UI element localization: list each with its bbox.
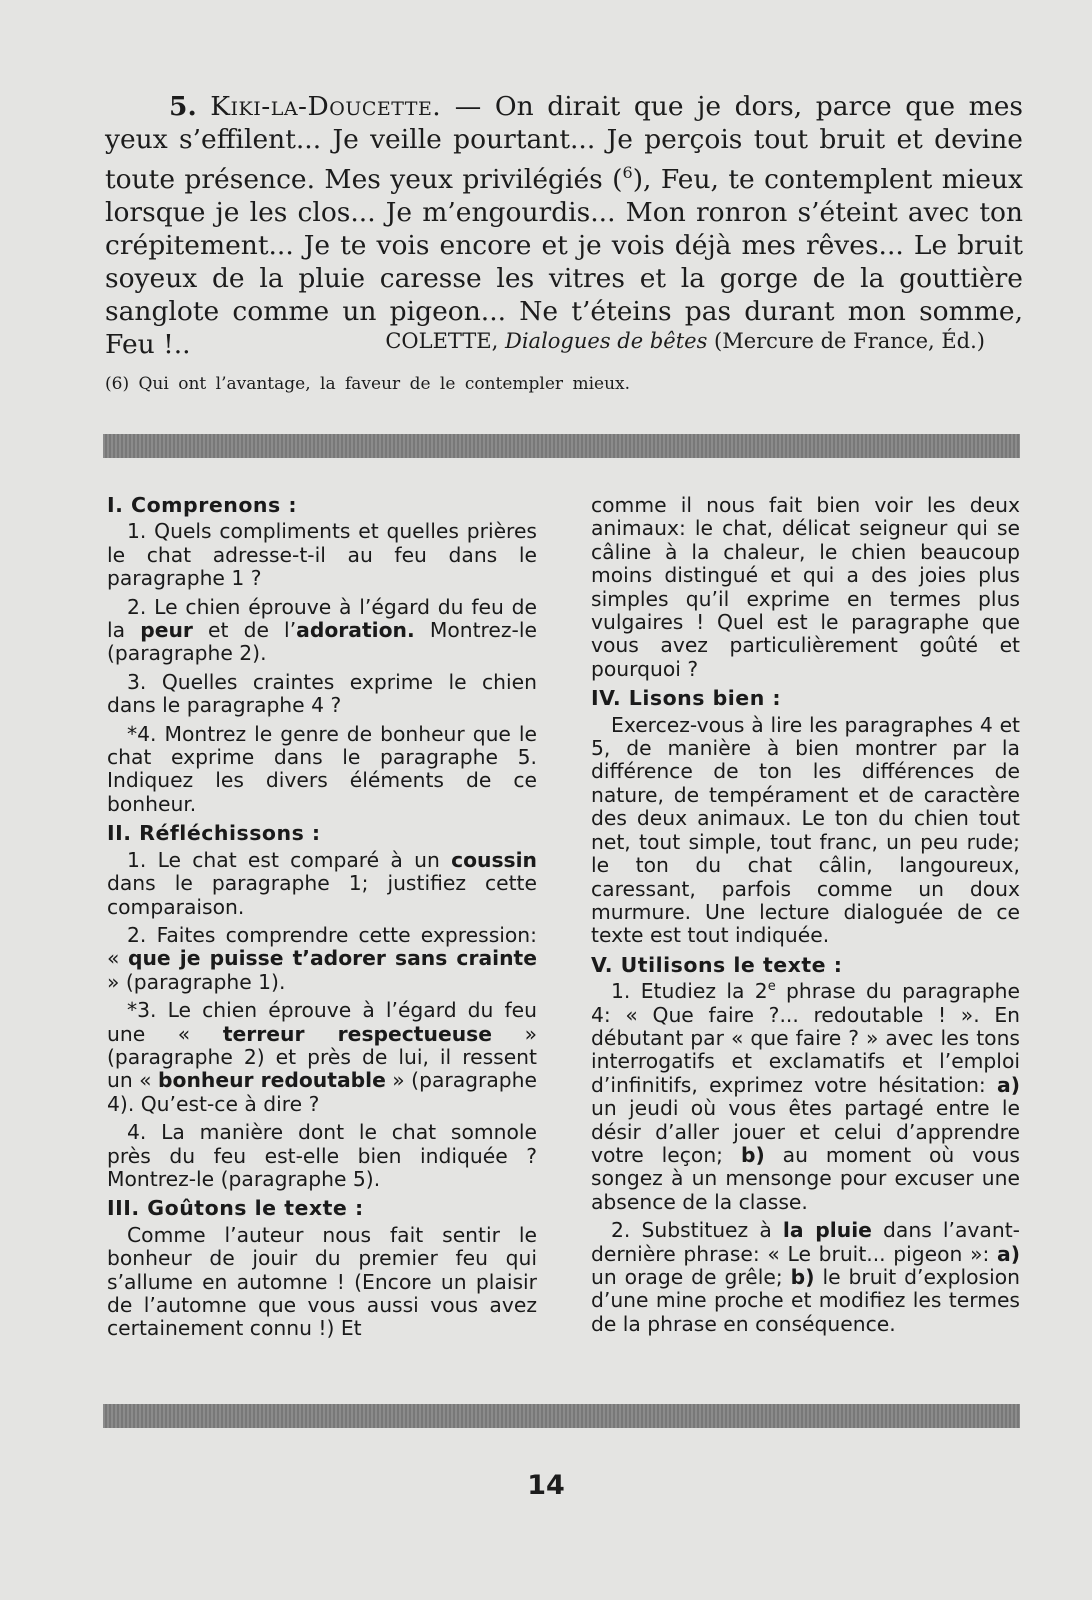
attribution-author: COLETTE,: [385, 329, 505, 353]
question-text: un jeudi où vous êtes partagé entre le désir d’aller jouer et celui d’apprendre votre leçon;: [591, 1096, 1020, 1167]
question-text: *3. Le chien éprouve à l’égard du feu une «: [107, 998, 537, 1046]
question-text: un orage de grêle;: [591, 1265, 791, 1289]
paragraph-continued: comme il nous fait bien voir les deux animaux: le chat, délicat seigneur qui se câline à la chaleur, le chien beaucoup moins distingué et qui a des joies plus simples qu’il exprime en termes plus vulgaires ! Quel est le paragraphe que vous avez particulièrement goûté et pourquoi ?: [591, 493, 1020, 681]
exercises-left-column: [107, 494, 537, 1346]
bold-term: coussin: [451, 847, 537, 872]
bold-term: adoration.: [296, 618, 415, 643]
question-text: et de l’: [192, 618, 297, 643]
question: 3. Quelles craintes exprime le chien dans le paragraphe 4 ?: [107, 669, 537, 718]
question: *4. Montrez le genre de bonheur que le chat exprime dans le paragraphe 5. Indiquez les divers éléments de ce bonheur.: [107, 721, 537, 816]
question-text: » (paragraphe 4). Qu’est-ce à dire ?: [107, 1068, 537, 1116]
section-heading-lisons: IV. Lisons bien :: [591, 686, 782, 711]
question-text: 2. Faites comprendre cette expression: «: [107, 922, 537, 971]
question: [107, 999, 537, 1116]
attribution-work: Dialogues de bêtes: [505, 329, 708, 353]
attribution-publisher: (Mercure de France, Éd.): [707, 329, 985, 353]
separator-bar-bottom: [103, 1404, 1020, 1428]
question-text: » (paragraphe 1).: [107, 969, 286, 994]
question: [107, 596, 537, 666]
footnote-text: Qui ont l’avantage, la faveur de le contempler mieux.: [129, 374, 631, 394]
section-heading-goutons: III. Goûtons le texte :: [107, 1196, 364, 1221]
question-text: 2. Le chien éprouve à l’égard du feu de la: [107, 594, 537, 643]
passage-number: 5.: [169, 91, 197, 122]
section-heading-utilisons: V. Utilisons le texte :: [591, 952, 843, 977]
question-text: dans l’avant-dernière phrase: « Le bruit... pigeon »:: [591, 1218, 1020, 1266]
question-text: 2. Substituez à: [611, 1218, 783, 1243]
question-text: Montrez-le (paragraphe 2).: [107, 618, 537, 666]
page-number: 14: [527, 1470, 565, 1501]
bold-term: a): [997, 1072, 1020, 1097]
attribution: [105, 329, 985, 353]
exercises-right-column: [591, 494, 1020, 1341]
section-heading-comprenons: I. Comprenons :: [107, 493, 298, 517]
question: 1. Quels compliments et quelles prières le chat adresse-t-il au feu dans le paragraphe 1 ?: [107, 519, 537, 591]
bold-term: peur: [140, 618, 193, 643]
paragraph: Comme l’auteur nous fait sentir le bonheur de jouir du premier feu qui s’allume en automne ! (Encore un plaisir de l’automne que vous aussi vous avez certainement connu !) Et: [107, 1222, 537, 1341]
question-text: dans le paragraphe 1; justifiez cette comparaison.: [107, 871, 537, 919]
question-text: phrase du paragraphe 4: « Que faire ?... redoutable ! ». En débutant par « que faire ? » avec les tons interrogatifs et exclamatifs et l’emploi d’infinitifs, exprimez votre hésitation:: [591, 979, 1020, 1097]
passage-text-start: — On dirait que je dors, parce que mes yeux s’effilent... Je veille pourtant... Je perçois tout bruit et devine toute présence. Mes yeux privilégiés (: [105, 91, 1023, 195]
paragraph: Exercez-vous à lire les paragraphes 4 et 5, de manière à bien montrer par la différence de ton les différences de nature, de tempérament et de caractère des deux animaux. Le ton du chien tout net, tout simple, tout franc, un peu rude; le ton du chat câlin, langoureux, caressant, parfois comme un doux murmure. Une lecture dialoguée de ce texte est tout indiquée.: [591, 712, 1020, 948]
question: [107, 849, 537, 919]
footnote: [105, 374, 985, 394]
superscript: e: [767, 979, 776, 995]
passage-paragraph: [105, 90, 1023, 361]
question: [591, 980, 1020, 1214]
passage-footnote-mark: 6: [622, 163, 633, 182]
passage-title: Kiki-la-Doucette.: [210, 91, 442, 122]
bold-term: terreur respectueuse: [222, 1021, 492, 1046]
question: [591, 1219, 1020, 1336]
bold-term: b): [740, 1142, 765, 1167]
footnote-mark: (6): [105, 374, 130, 394]
bold-term: b): [790, 1265, 815, 1289]
bold-term: a): [997, 1241, 1020, 1266]
question-text: » (paragraphe 2) et près de lui, il ressent un «: [107, 1021, 537, 1093]
question-text: 1. Etudiez la 2: [611, 979, 768, 1004]
bold-term: que je puisse t’adorer sans crainte: [127, 946, 537, 971]
question: 4. La manière dont le chat somnole près du feu est-elle bien indiquée ? Montrez-le (paragraphe 5).: [107, 1120, 537, 1191]
question-text: 1. Le chat est comparé à un: [127, 847, 452, 872]
section-heading-reflechissons: II. Réfléchissons :: [107, 821, 321, 846]
literary-passage: [105, 90, 1023, 361]
bold-term: la pluie: [782, 1218, 872, 1243]
question-text: au moment où vous songez à un mensonge pour excuser une absence de la classe.: [591, 1142, 1020, 1214]
separator-bar-top: [103, 434, 1020, 458]
question-text: le bruit d’explosion d’une mine proche et modifiez les termes de la phrase en conséquence.: [591, 1265, 1020, 1336]
question: [107, 924, 537, 994]
passage-text-end: ), Feu, te contemplent mieux lorsque je les clos... Je m’engourdis... Mon ronron s’éteint avec ton crépitement... Je te vois encore et je vois déjà mes rêves... Le bruit soyeux de la pluie caresse les vitres et la gorge de la gouttière sanglote comme un pigeon... Ne t’éteins pas durant mon somme, Feu !..: [105, 163, 1023, 360]
bold-term: bonheur redoutable: [158, 1068, 386, 1093]
